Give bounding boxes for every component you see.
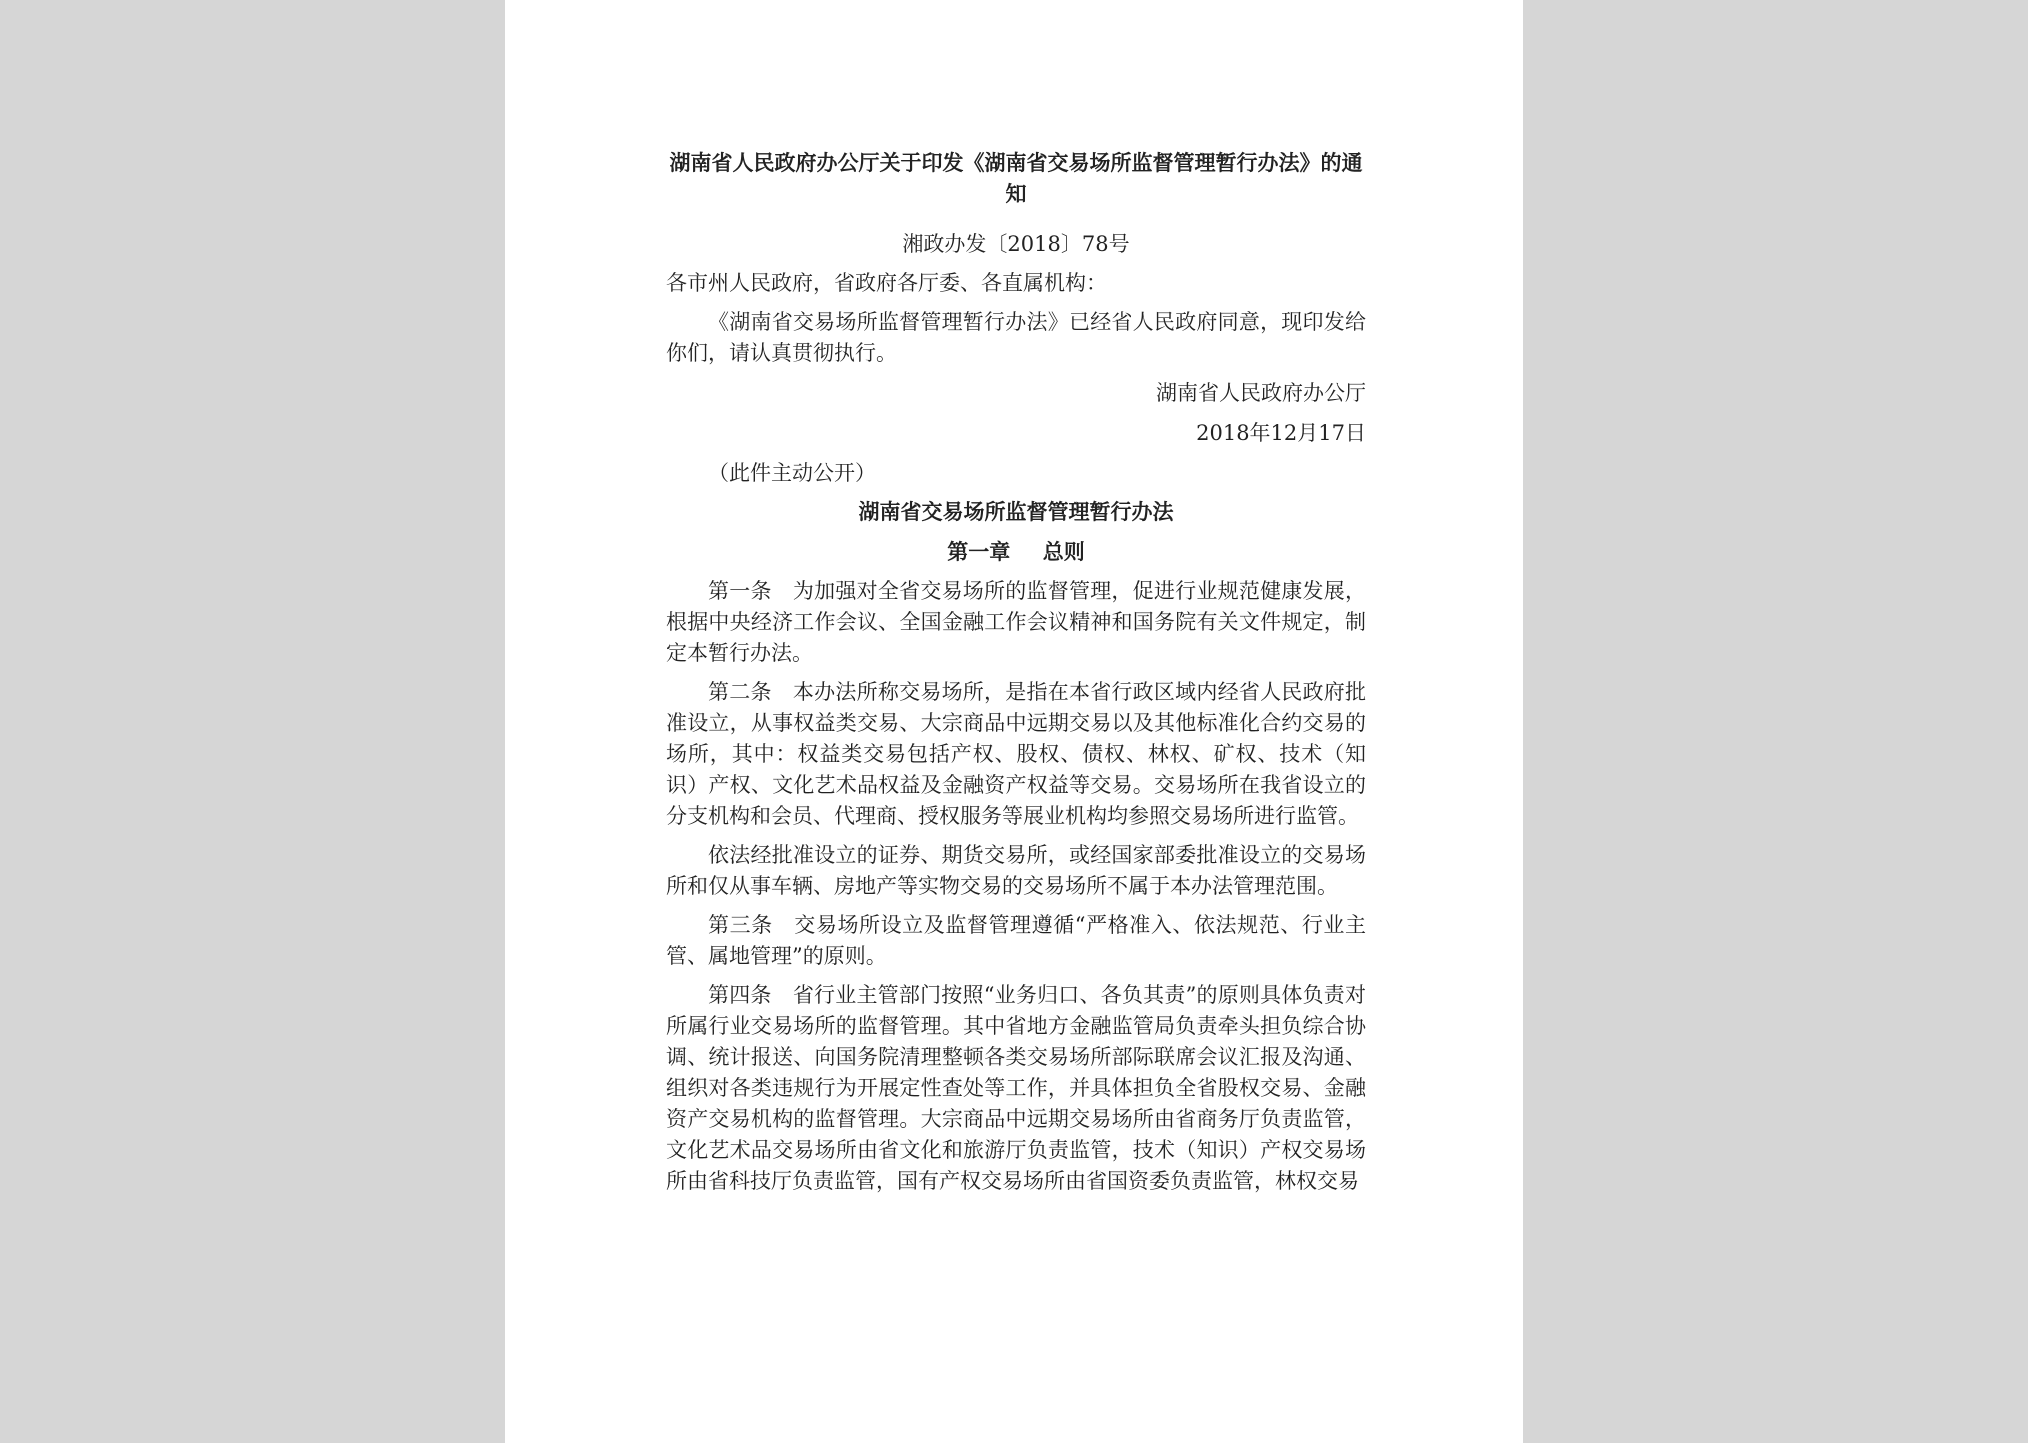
chapter-title: 第一章 总则	[947, 540, 1085, 564]
notice-title: 湖南省人民政府办公厅关于印发《湖南省交易场所监督管理暂行办法》的通知	[669, 151, 1363, 206]
document-number: 湘政办发〔2018〕78号	[902, 232, 1130, 256]
document-content	[666, 148, 1366, 1197]
notice-body: 《湖南省交易场所监督管理暂行办法》已经省人民政府同意，现印发给你们，请认真贯彻执行。	[666, 310, 1366, 365]
signature-date: 2018年12月17日	[1196, 421, 1366, 445]
article-paragraph: 第一条 为加强对全省交易场所的监督管理，促进行业规范健康发展，根据中央经济工作会议、全国金融工作会议精神和国务院有关文件规定，制定本暂行办法。	[666, 579, 1366, 665]
article-paragraph: 第三条 交易场所设立及监督管理遵循“严格准入、依法规范、行业主管、属地管理”的原则。	[666, 913, 1366, 968]
document-page	[505, 0, 1523, 1443]
addressee-line: 各市州人民政府，省政府各厅委、各直属机构：	[666, 271, 1107, 295]
article-paragraph: 依法经批准设立的证券、期货交易所，或经国家部委批准设立的交易场所和仅从事车辆、房地产等实物交易的交易场所不属于本办法管理范围。	[666, 843, 1366, 898]
disclosure-note: （此件主动公开）	[708, 461, 876, 485]
measures-title: 湖南省交易场所监督管理暂行办法	[858, 500, 1174, 524]
article-paragraph: 第四条 省行业主管部门按照“业务归口、各负其责”的原则具体负责对所属行业交易场所的监督管理。其中省地方金融监管局负责牵头担负综合协调、统计报送、向国务院清理整顿各类交易场所部际联席会议汇报及沟通、组织对各类违规行为开展定性查处等工作，并具体担负全省股权交易、金融资产交易机构的监督管理。大宗商品中远期交易场所由省商务厅负责监管，文化艺术品交易场所由省文化和旅游厅负责监管，技术（知识）产权交易场所由省科技厅负责监管，国有产权交易场所由省国资委负责监管，林权交易	[666, 983, 1366, 1193]
signature-organization: 湖南省人民政府办公厅	[1156, 381, 1366, 405]
article-paragraph: 第二条 本办法所称交易场所，是指在本省行政区域内经省人民政府批准设立，从事权益类交易、大宗商品中远期交易以及其他标准化合约交易的场所，其中：权益类交易包括产权、股权、债权、林权、矿权、技术（知识）产权、文化艺术品权益及金融资产权益等交易。交易场所在我省设立的分支机构和会员、代理商、授权服务等展业机构均参照交易场所进行监管。	[666, 680, 1366, 828]
